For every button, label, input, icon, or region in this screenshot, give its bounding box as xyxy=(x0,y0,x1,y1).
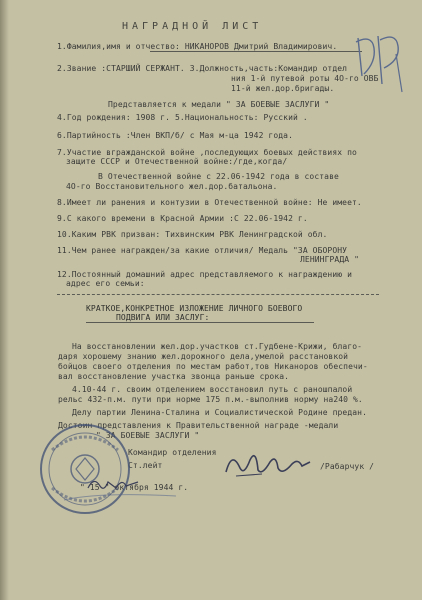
pencil-annotation-mark xyxy=(352,28,414,98)
field-11-prior-awards-cont: ЛЕНИНГРАДА " xyxy=(300,255,359,264)
field-2-rank-position: 2.Звание :СТАРШИЙ СЕРЖАНТ. 3.Должность,часть:Командир отдел xyxy=(57,64,348,73)
field-2-position-cont2: 11-й жел.дор.бригады. xyxy=(231,84,335,93)
field-8-wounds: 8.Имеет ли ранения и контузии в Отечественной войне: Не имеет. xyxy=(57,198,362,207)
body-line: Достоин представления к Правительственной награде -медали xyxy=(58,421,339,430)
body-line: даря хорошему знанию жел.дорожного дела,умелой расстановкой xyxy=(58,352,349,361)
commander-rank: Ст.лейт xyxy=(128,461,163,470)
section-heading: КРАТКОЕ,КОНКРЕТНОЕ ИЗЛОЖЕНИЕ ЛИЧНОГО БОЕВОГО xyxy=(86,304,303,313)
body-line: вал восстановление участка звонца раньше срока. xyxy=(58,372,290,381)
commander-title: Командир отделения xyxy=(128,448,217,457)
document-title: НАГРАДНОЙ ЛИСТ xyxy=(122,21,263,32)
field-1-name: 1.Фамилия,имя и отчество: НИКАНОРОВ Дмитрий Владимирович. xyxy=(57,42,338,51)
field-12-address: 12.Постоянный домашний адрес представляемого к награждению и xyxy=(57,270,352,279)
field-11-prior-awards: 11.Чем ранее награжден/за какие отличия/ Медаль "ЗА ОБОРОНУ xyxy=(57,246,348,255)
field-12-address-cont: адрес его семьи: xyxy=(66,279,145,288)
body-line: 4.10-44 г. своим отделением восстановил путь с раношпалой xyxy=(72,385,353,394)
field-4-birth-nationality: 4.Год рождения: 1908 г. 5.Национальность: Русский . xyxy=(57,113,308,122)
separator-dashed-line xyxy=(57,294,379,295)
paper-edge-shadow xyxy=(0,0,9,600)
section-heading-underline xyxy=(86,322,314,323)
field-7-unit: 4О-го Восстановительного жел.дор.батальона. xyxy=(66,182,278,191)
field-7-participation-cont: защите СССР и Отечественной войне:/где,когда/ xyxy=(66,157,288,166)
field-2-position-cont: ния 1-й путевой роты 4О-го ОВБ xyxy=(231,74,379,83)
field-10-conscription: 10.Каким РВК призван: Тихвинским РВК Ленинградской обл. xyxy=(57,230,328,239)
body-line: " ЗА БОЕВЫЕ ЗАСЛУГИ " xyxy=(96,431,200,440)
presented-for-medal: Представляется к медали " ЗА БОЕВЫЕ ЗАСЛУГИ " xyxy=(108,100,330,109)
field-1-underline xyxy=(150,51,362,52)
section-heading-cont: ПОДВИГА ИЛИ ЗАСЛУГ: xyxy=(116,313,210,322)
handwritten-signature xyxy=(222,446,314,482)
field-9-army-since: 9.С какого времени в Красной Армии :С 22.06-1942 г. xyxy=(57,214,308,223)
field-7-participation: 7.Участие вгражданской войне ,последующих боевых действиях по xyxy=(57,148,357,157)
signature-name: /Рабарчук / xyxy=(320,462,375,471)
field-6-party: 6.Партийность :Член ВКП/б/ с Мая м-ца 1942 года. xyxy=(57,131,293,140)
body-line: На восстановлении жел.дор.участков ст.Гудбене-Крижи, благо- xyxy=(72,342,363,351)
body-line: рельс 432-п.м. пути при норме 175 п.м.-выполнив норму на240 %. xyxy=(58,395,363,404)
body-line: бойцов своего отделения по местам работ,тов Никаноров обеспечи- xyxy=(58,362,368,371)
body-line: Делу партии Ленина-Сталина и Социалистической Родине предан. xyxy=(72,408,367,417)
field-7-service: В Отечественной войне с 22.06-1942 года в составе xyxy=(98,172,339,181)
document-date: " 15 " октября 1944 г. xyxy=(80,483,189,492)
pencil-stroke xyxy=(60,490,180,504)
